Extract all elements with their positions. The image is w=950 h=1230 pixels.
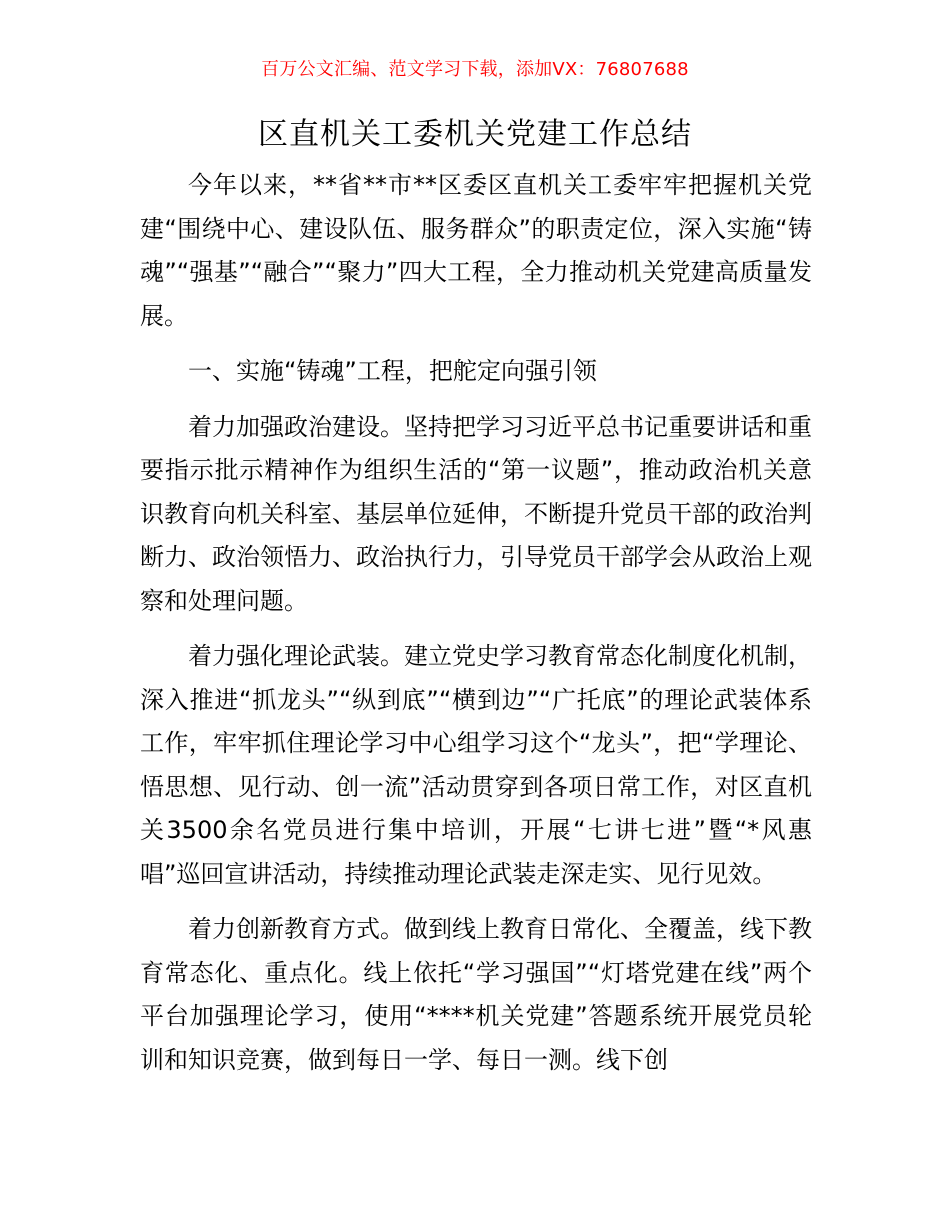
document-body [140,164,812,1094]
document-title: 区直机关工委机关党建工作总结 [258,117,692,152]
paragraph-intro: 今年以来，**省**市**区委区直机关工委牢牢把握机关党建“围绕中心、建设队伍、服务群众”的职责定位，深入实施“铸魂”“强基”“融合”“聚力”四大工程，全力推动机关党建高质量发展。 [140,171,812,330]
paragraph-theory-armament: 着力强化理论武装。建立党史学习教育常态化制度化机制，深入推进“抓龙头”“纵到底”“横到边”“广托底”的理论武装体系工作，牢牢抓住理论学习中心组学习这个“龙头”，把“学理论、悟思想、见行动、创一流”活动贯穿到各项日常工作，对区直机关3500余名党员进行集中培训，开展“七讲七进”暨“*风惠唱”巡回宣讲活动，持续推动理论武装走深走实、见行见效。 [140,642,812,888]
paragraph-education-innovation: 着力创新教育方式。做到线上教育日常化、全覆盖，线下教育常态化、重点化。线上依托“学习强国”“灯塔党建在线”两个平台加强理论学习，使用“****机关党建”答题系统开展党员轮训和知识竞赛，做到每日一学、每日一测。线下创 [140,915,812,1074]
header-banner: 百万公文汇编、范文学习下载，添加VX：76807688 [261,59,689,80]
paragraph-political-construction: 着力加强政治建设。坚持把学习习近平总书记重要讲话和重要指示批示精神作为组织生活的“第一议题”，推动政治机关意识教育向机关科室、基层单位延伸，不断提升党员干部的政治判断力、政治领悟力、政治执行力，引导党员干部学会从政治上观察和处理问题。 [140,412,812,615]
section-heading-1: 一、实施“铸魂”工程，把舵定向强引领 [188,357,597,385]
